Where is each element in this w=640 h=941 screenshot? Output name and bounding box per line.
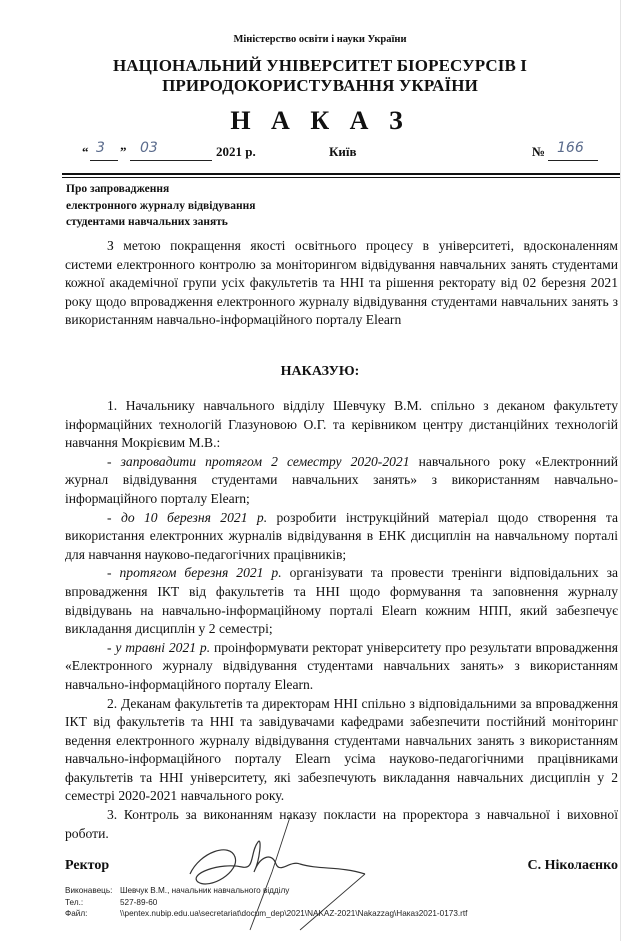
subitem-text: розробити інструкційний матеріал щодо створення та використання електронних журналів відвідування в ЕНК дисциплін на навчальному порталі для навчання науково-педагогічних працівників; — [65, 509, 618, 562]
order-number: 166 — [557, 140, 584, 156]
subitem-dash: - — [107, 509, 121, 525]
order-item-3: 3. Контроль за виконанням наказу покласти на проректора з навчальної і виховної роботи. — [65, 807, 618, 841]
day-underline — [90, 160, 118, 161]
header-divider-thin — [62, 177, 620, 178]
subject-line1: Про запровадження — [66, 183, 170, 195]
order-city: Київ — [329, 144, 357, 159]
university-name-line2: ПРИРОДОКОРИСТУВАННЯ УКРАЇНИ — [162, 76, 478, 95]
page-edge — [620, 0, 621, 941]
order-subitem — [65, 564, 618, 638]
order-heading: НАКАЗУЮ: — [280, 364, 360, 379]
order-subitem — [65, 509, 618, 565]
executor-value: Шевчук В.М., начальник навчального відділу — [120, 886, 290, 895]
preamble-block — [65, 237, 618, 330]
order-items — [65, 397, 618, 843]
subject-line2: електронного журналу відвідування — [66, 199, 256, 212]
subitem-dash: - — [107, 565, 120, 581]
footer-phone — [65, 897, 467, 909]
number-underline — [548, 160, 598, 161]
order-number-label: № — [532, 144, 546, 159]
phone-value: 527-89-60 — [120, 897, 158, 907]
subitem-deadline: у травні 2021 р. — [115, 639, 211, 655]
order-subitem — [65, 453, 618, 509]
subitem-text: організувати та провести тренінги відповідальних за впровадження ІКТ від факультетів та ННІ щодо формування та заповнення журналу відвідувань на навчально-інформаційному порталі Elearn кожним НПП, який забезпечує викладання дисциплін у 2 семестрі; — [65, 565, 618, 637]
ministry-name: Міністерство освіти і науки України — [233, 34, 407, 45]
signer-name: С. Ніколаєнко — [527, 858, 618, 873]
order-date-row — [82, 140, 602, 163]
preamble: З метою покращення якості освітнього процесу в університеті, вдосконаленням системи електронного контролю за моніторингом відвідування навчальних занять студентами кожної академічної групи усіх факультетів та ННІ та рішення ректорату від 02 березня 2021 року щодо впровадження електронного журналу відвідування студентами навчальних занять з використанням навчально-інформаційного порталу Elearn — [65, 238, 618, 328]
date-open-quote: “ — [82, 144, 89, 159]
subitem-deadline: запровадити протягом 2 семестру 2020-2021 — [120, 453, 410, 469]
subitem-deadline: до 10 березня 2021 р. — [120, 509, 268, 525]
university-name — [0, 56, 640, 96]
date-day: 3 — [96, 140, 105, 156]
signer-position: Ректор — [65, 858, 110, 873]
footer-file — [65, 908, 467, 920]
file-path: \\pentex.nubip.edu.ua\secretariat\docum_dep\2021\NAKAZ-2021\Nakazzag\Наказ2021-0173.rtf — [120, 909, 468, 918]
date-year: 2021 р. — [216, 144, 256, 159]
order-item-2: 2. Деканам факультетів та директорам ННІ спільно з відповідальними за впровадження ІКТ від факультетів та ННІ та завідувачами кафедрами забезпечити постійний моніторинг ведення електронного журналу відвідування студентами навчальних занять з використанням навчально-інформаційного порталу Elearn усіма науково-педагогічними працівниками факультетів та ННІ університету, які забезпечують викладання навчальних дисциплін у 2 семестрі 2020-2021 навчального року. — [65, 695, 618, 804]
document-footer — [65, 885, 467, 920]
subitem-dash: - — [107, 453, 121, 469]
subitem-dash: - — [107, 639, 116, 655]
subitem-deadline: протягом березня 2021 р. — [119, 565, 282, 581]
executor-label: Виконавець: — [65, 886, 113, 895]
university-name-line1: НАЦІОНАЛЬНИЙ УНІВЕРСИТЕТ БІОРЕСУРСІВ І — [112, 56, 528, 75]
order-item-1: 1. Начальнику навчального відділу Шевчуку В.М. спільно з деканом факультету інформаційних технологій Глазуновою О.Г. та керівником центру дистанційних технологій навчання Мокрієвим М.В.: — [65, 398, 618, 451]
subject-line3: студентами навчальних занять — [66, 216, 228, 228]
date-month: 03 — [140, 140, 158, 156]
subitem-text: проінформувати ректорат університету про результати впровадження «Електронного журналу відвідування студентами навчальних занять» з використанням навчально-інформаційного порталу Elearn. — [65, 639, 618, 692]
date-close-quote: ” — [120, 144, 127, 159]
month-underline — [130, 160, 212, 161]
header-divider-thick — [62, 173, 620, 175]
document-type: Н А К А З — [230, 106, 410, 135]
order-subitem — [65, 639, 618, 695]
subitem-text: навчального року «Електронний журнал відвідування студентами навчальних занять» з використанням навчально-інформаційного порталу Elearn; — [65, 453, 618, 506]
file-label: Файл: — [65, 909, 88, 918]
order-subject — [66, 181, 255, 231]
footer-executor — [65, 885, 467, 897]
phone-label: Тел.: — [65, 897, 84, 907]
